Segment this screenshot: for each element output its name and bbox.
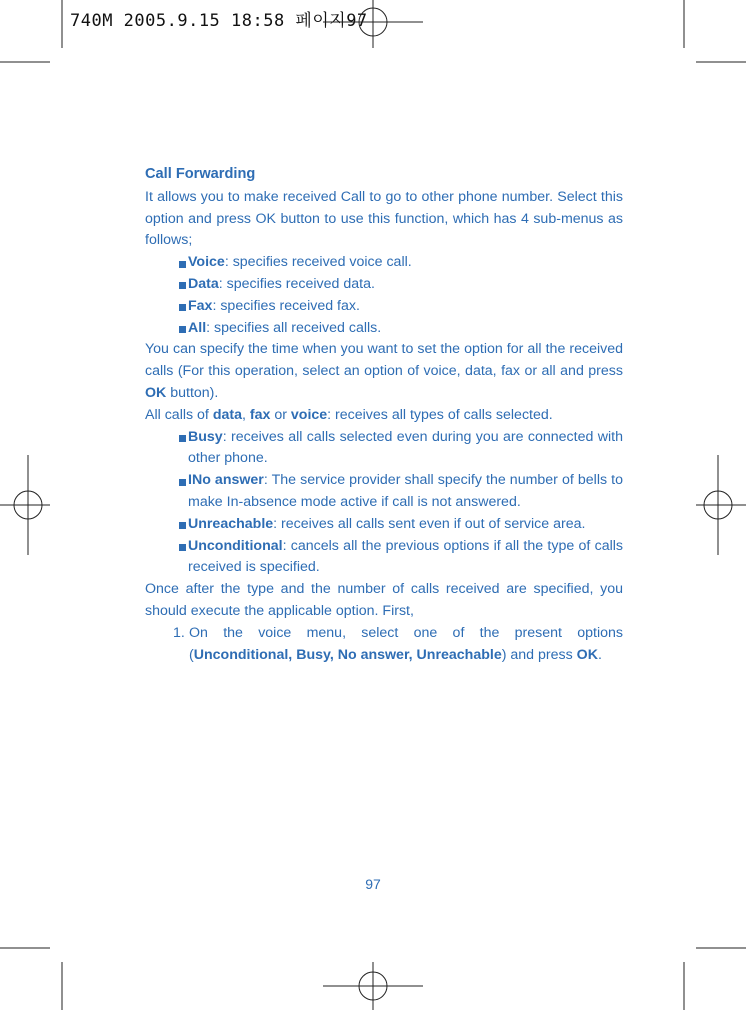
condition-item xyxy=(145,514,623,536)
submenu-term: Voice xyxy=(188,254,225,271)
step-end: . xyxy=(597,646,602,663)
condition-term: Busy xyxy=(188,428,223,445)
ok-term: OK xyxy=(576,646,598,663)
after-paragraph: Once after the type and the number of calls received are specified, you should execute the applicable option. First, xyxy=(145,581,623,619)
print-slug: 740M 2005.9.15 18:58 페이지97 xyxy=(70,11,368,31)
paren-open: ( xyxy=(189,646,194,663)
ok-term: OK xyxy=(145,384,167,401)
submenu-item xyxy=(145,296,623,318)
page-content xyxy=(145,164,623,666)
page-number: 97 xyxy=(365,876,381,892)
bullet-square-icon xyxy=(179,435,186,442)
step-item xyxy=(145,623,623,667)
submenu-text: : specifies received data. xyxy=(218,275,375,292)
condition-item xyxy=(145,536,623,580)
condition-item xyxy=(145,427,623,471)
bullet-square-icon xyxy=(179,282,186,289)
bullet-square-icon xyxy=(179,304,186,311)
separator: or xyxy=(270,406,291,423)
condition-term: Unreachable xyxy=(188,515,274,532)
intro-paragraph: It allows you to make received Call to go to other phone number. Select this option and press OK button to use this function, which has 4 sub-menus as follows; xyxy=(145,188,623,249)
separator: , xyxy=(241,406,250,423)
time-text: You can specify the time when you want to set the option for all the received calls (For this operation, select an option of voice, data, fax or all and press xyxy=(145,341,623,380)
condition-term: INo answer xyxy=(188,472,264,489)
all-calls-text: All calls of xyxy=(145,406,213,423)
all-calls-line xyxy=(145,405,623,427)
section-title: Call Forwarding xyxy=(145,166,256,182)
submenu-item xyxy=(145,252,623,274)
condition-text: : cancels all the previous options if all the type of calls received is specified. xyxy=(188,537,623,576)
submenu-term: Fax xyxy=(188,297,213,314)
step-line-2 xyxy=(189,645,623,667)
registration-mark-right xyxy=(696,455,746,555)
bullet-square-icon xyxy=(179,479,186,486)
submenu-term: All xyxy=(188,319,207,336)
step-options: Unconditional, Busy, No answer, Unreachable xyxy=(193,646,502,663)
time-text-end: button). xyxy=(166,384,219,401)
submenu-text: : specifies received voice call. xyxy=(224,254,412,271)
registration-mark-bottom xyxy=(323,962,423,1010)
all-calls-text-end: : receives all types of calls selected. xyxy=(327,406,553,423)
submenu-text: : specifies received fax. xyxy=(212,297,360,314)
condition-text: : The service provider shall specify the number of bells to make In-absence mode active if call is not answered. xyxy=(188,472,623,510)
bullet-square-icon xyxy=(179,544,186,551)
fax-term: fax xyxy=(249,406,271,423)
submenu-item xyxy=(145,274,623,296)
voice-term: voice xyxy=(290,406,328,423)
submenu-term: Data xyxy=(188,275,219,292)
bullet-square-icon xyxy=(179,261,186,268)
submenu-item xyxy=(145,318,623,340)
bullet-square-icon xyxy=(179,326,186,333)
registration-mark-left xyxy=(0,455,50,555)
condition-text: : receives all calls sent even if out of service area. xyxy=(273,515,586,532)
bullet-square-icon xyxy=(179,522,186,529)
step-text: ) and press xyxy=(501,646,577,663)
step-line-1: On the voice menu, select one of the present options xyxy=(189,624,623,641)
condition-item xyxy=(145,470,623,514)
data-term: data xyxy=(212,406,242,423)
condition-term: Unconditional xyxy=(188,537,283,554)
condition-text: : receives all calls selected even during you are connected with other phone. xyxy=(188,428,623,467)
registration-mark-top xyxy=(323,0,423,48)
step-number: 1. xyxy=(173,624,185,641)
time-paragraph xyxy=(145,339,623,404)
submenu-text: : specifies all received calls. xyxy=(206,319,382,336)
